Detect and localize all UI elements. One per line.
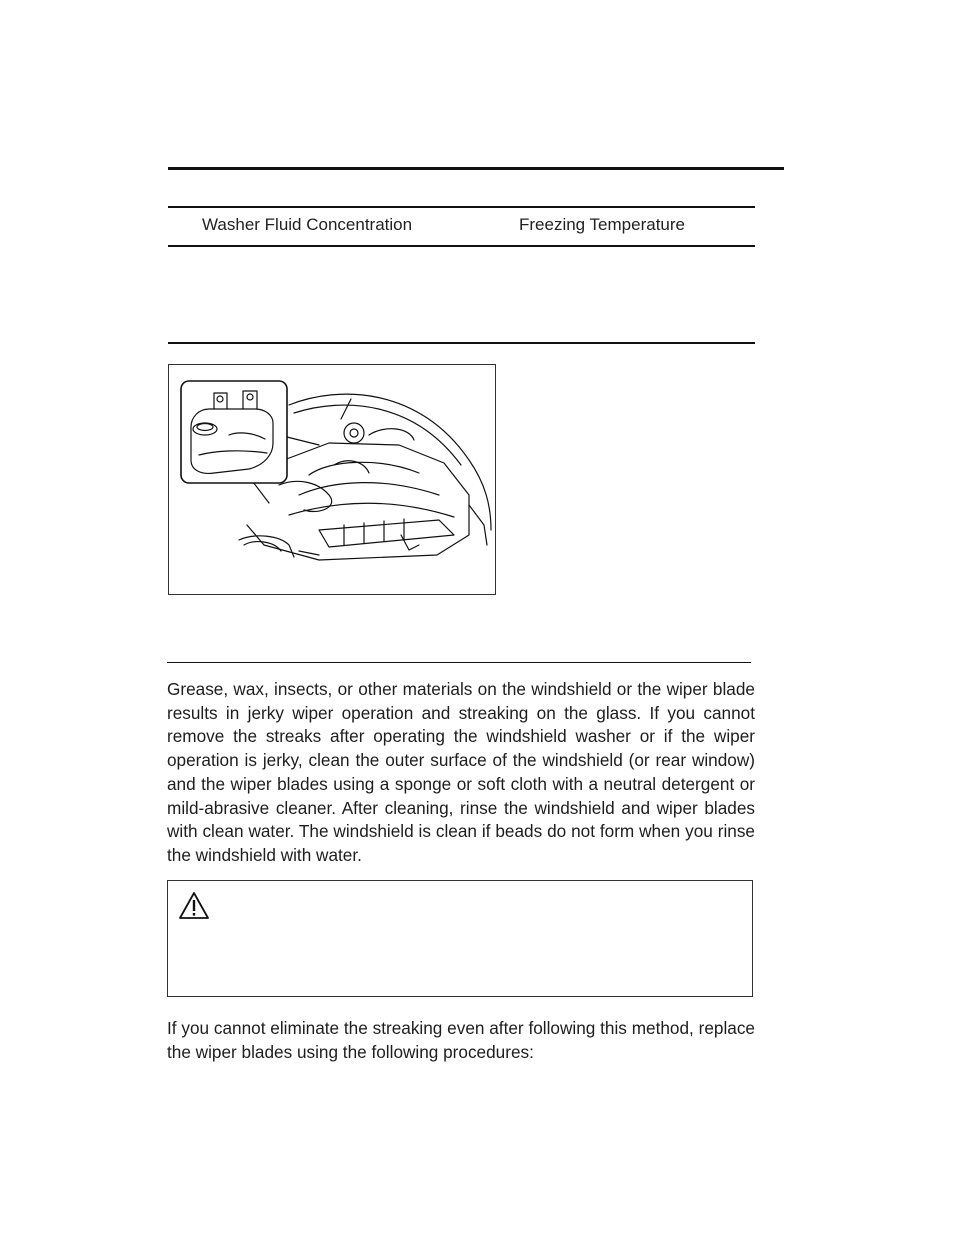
cleaning-instructions-paragraph: Grease, wax, insects, or other materials on the windshield or the wiper blade results in jerky wiper operation and streaking on the glass. If you cannot remove the streaks after operating the windshield washer or if the wiper operation is jerky, clean the outer surface of the windshield (or rear window) and the wiper blades using a sponge or soft cloth with a neutral detergent or mild-abrasive cleaner. After cleaning, rinse the windshield and wiper blades with clean water. The windshield is clean if beads do not form when you rinse the windshield with water. [167, 679, 755, 865]
table-top-rule [168, 206, 755, 208]
caution-box [167, 880, 753, 997]
engine-compartment-illustration [169, 365, 495, 594]
warning-triangle-icon [178, 891, 210, 920]
header-rule [168, 167, 784, 170]
table-header-rule [168, 245, 755, 247]
washer-reservoir-figure [168, 364, 496, 595]
table-header-freezing-temperature: Freezing Temperature [519, 215, 685, 234]
section-rule [167, 662, 751, 663]
table-bottom-rule [168, 342, 755, 344]
table-header-concentration: Washer Fluid Concentration [202, 215, 413, 234]
replacement-intro-paragraph: If you cannot eliminate the streaking even after following this method, replace the wiper blades using the following procedures: [167, 1018, 755, 1062]
